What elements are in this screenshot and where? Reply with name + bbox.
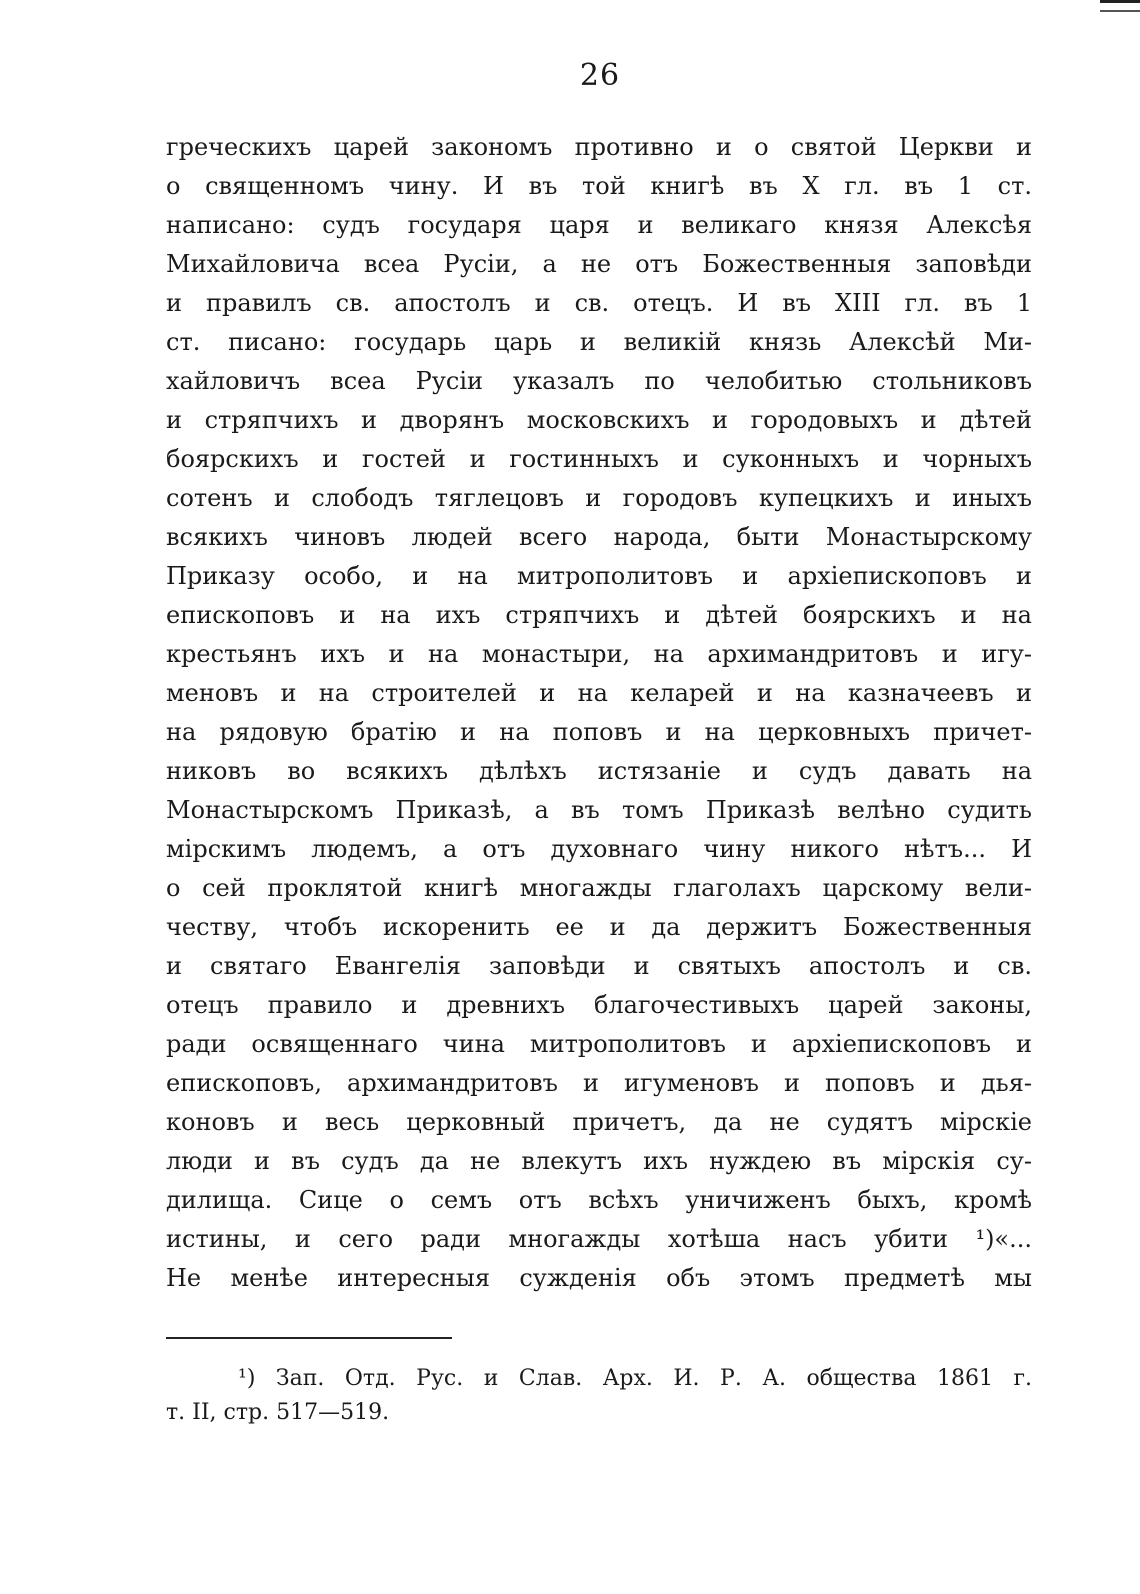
body-line: Приказу особо, и на митрополитовъ и архіепископовъ и [166, 562, 1032, 590]
body-line: никовъ во всякихъ дѣлѣхъ истязаніе и судъ давать на [166, 757, 1032, 785]
body-line: ради освященнаго чина митрополитовъ и архіепископовъ и [166, 1030, 1032, 1058]
body-line: люди и въ судъ да не влекутъ ихъ нуждею въ мірскія су- [166, 1147, 1032, 1175]
body-line: и правилъ св. апостолъ и св. отецъ. И въ XIII гл. въ 1 [166, 289, 1032, 317]
body-line: епископовъ и на ихъ стряпчихъ и дѣтей боярскихъ и на [166, 601, 1032, 629]
body-line: написано: судъ государя царя и великаго князя Алексѣя [166, 211, 1032, 239]
body-line: и святаго Евангелія заповѣди и святыхъ апостолъ и св. [166, 952, 1032, 980]
body-line: коновъ и весь церковный причетъ, да не судятъ мірскіе [166, 1108, 1032, 1136]
page-number: 26 [579, 58, 621, 93]
body-line: и стряпчихъ и дворянъ московскихъ и городовыхъ и дѣтей [166, 406, 1032, 434]
body-line: на рядовую братію и на поповъ и на церковныхъ причет- [166, 718, 1032, 746]
body-line: Не менѣе интересныя сужденія объ этомъ предметѣ мы [166, 1264, 1032, 1292]
body-text [166, 128, 1032, 1298]
footnote-separator [166, 1337, 452, 1339]
body-line: крестьянъ ихъ и на монастыри, на архимандритовъ и игу- [166, 640, 1032, 668]
footnote-line: ¹) Зап. Отд. Рус. и Слав. Арх. И. Р. А. общества 1861 г. [238, 1366, 1032, 1391]
body-line: о священномъ чину. И въ той книгѣ въ Х гл. въ 1 ст. [166, 172, 1032, 200]
body-line: ст. писано: государь царь и великій князь Алексѣй Ми- [166, 328, 1032, 356]
body-line: хайловичъ всеа Русіи указалъ по челобитью стольниковъ [166, 367, 1032, 395]
body-line: дилища. Сице о семъ отъ всѣхъ уничиженъ быхъ, кромѣ [166, 1186, 1032, 1214]
body-line: отецъ правило и древнихъ благочестивыхъ царей законы, [166, 991, 1032, 1019]
top-edge-rule-secondary [1100, 10, 1140, 12]
body-line: честву, чтобъ искоренить ее и да держитъ Божественныя [166, 913, 1032, 941]
body-line: истины, и сего ради многажды хотѣша насъ убити ¹)«... [166, 1225, 1032, 1253]
top-edge-rule [1100, 0, 1140, 3]
body-line: Монастырскомъ Приказѣ, а въ томъ Приказѣ велѣно судить [166, 796, 1032, 824]
body-line: мірскимъ людемъ, а отъ духовнаго чину никого нѣтъ... И [166, 835, 1032, 863]
body-line: греческихъ царей закономъ противно и о святой Церкви и [166, 133, 1032, 161]
body-line: епископовъ, архимандритовъ и игуменовъ и поповъ и дья- [166, 1069, 1032, 1097]
footnote-line: т. II, стр. 517—519. [166, 1400, 390, 1425]
body-line: Михайловича всеа Русіи, а не отъ Божественныя заповѣди [166, 250, 1032, 278]
body-line: меновъ и на строителей и на келарей и на казначеевъ и [166, 679, 1032, 707]
body-line: боярскихъ и гостей и гостинныхъ и суконныхъ и чорныхъ [166, 445, 1032, 473]
body-line: сотенъ и слободъ тяглецовъ и городовъ купецкихъ и иныхъ [166, 484, 1032, 512]
body-line: о сей проклятой книгѣ многажды глаголахъ царскому вели- [166, 874, 1032, 902]
footnote [166, 1362, 1032, 1430]
body-line: всякихъ чиновъ людей всего народа, быти Монастырскому [166, 523, 1032, 551]
